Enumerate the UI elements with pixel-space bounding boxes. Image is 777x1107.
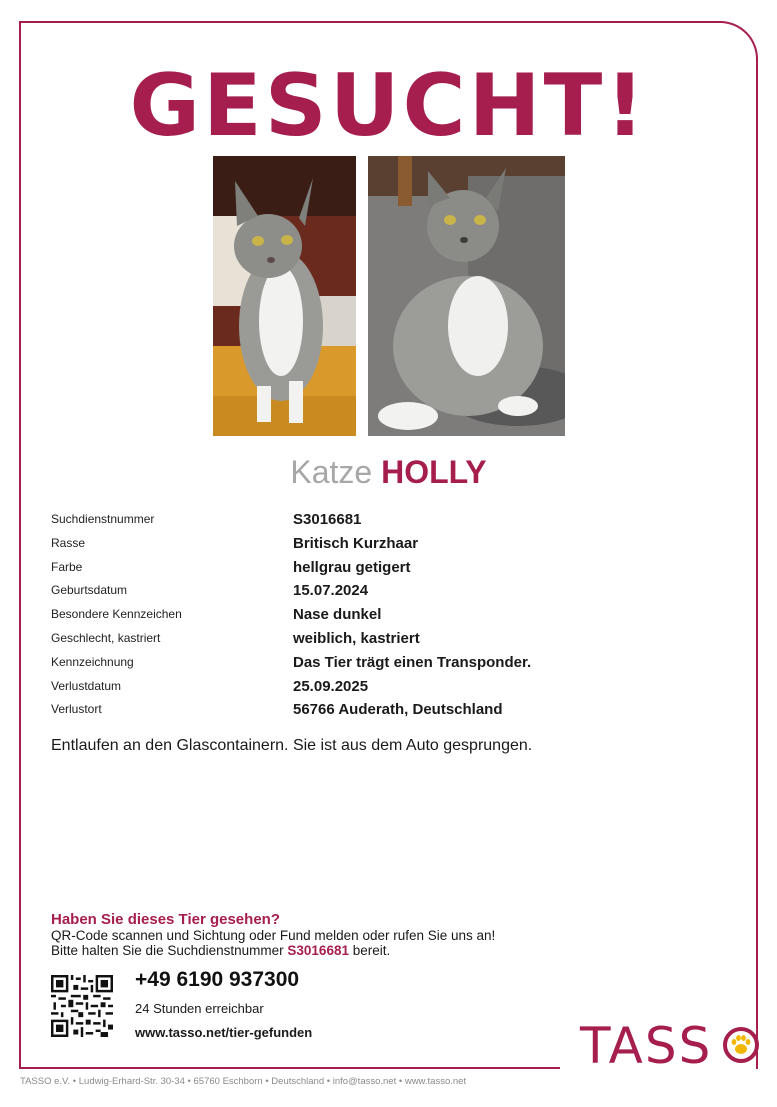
report-website-link[interactable]: www.tasso.net/tier-gefunden [135,1025,313,1040]
footer-address: TASSO e.V. • Ludwig-Erhard-Str. 30-34 • 65760 Eschborn • Deutschland • info@tasso.net • www.tasso.net [20,1076,467,1087]
poster-title: GESUCHT! [129,56,648,156]
info-row-geburtsdatum [51,579,731,603]
info-label: Besondere Kennzeichen [51,607,182,622]
info-label: Verlustort [51,702,102,717]
paw-icon [722,1026,760,1064]
info-value: weiblich, kastriert [293,629,420,647]
info-value: 15.07.2024 [293,582,369,600]
qr-code[interactable] [51,975,113,1037]
tasso-logo-text: TASS [580,1017,713,1075]
info-label: Verlustdatum [51,678,122,693]
info-value: S3016681 [293,511,362,528]
poster-frame-bottom [19,1067,560,1069]
info-value: Nase dunkel [293,606,382,624]
hotline-availability: 24 Stunden erreichbar [135,1001,264,1016]
loss-description: Entlaufen an den Glascontainern. Sie ist aus dem Auto gesprungen. [51,737,533,754]
info-value: 56766 Auderath, Deutschland [293,701,503,719]
info-value: Britisch Kurzhaar [293,534,419,552]
info-label: Rasse [51,535,86,550]
reference-suffix: bereit. [352,943,391,958]
info-label: Kennzeichnung [51,654,134,669]
info-value: 25.09.2025 [293,677,369,695]
reference-number: S3016681 [287,943,349,958]
seen-instructions: QR-Code scannen und Sichtung oder Fund melden oder rufen Sie uns an! [51,928,496,943]
info-row-rasse [51,532,731,556]
cat-photo-standing [213,156,356,436]
cat-photo-lying [368,156,565,436]
info-row-kennzeichnung [51,651,731,675]
info-table [51,508,731,722]
info-row-farbe [51,556,731,580]
seen-heading: Haben Sie dieses Tier gesehen? [51,911,280,928]
info-row-verlustdatum [51,675,731,699]
tasso-logo [580,1017,712,1077]
info-row-suchdienstnummer [51,508,731,532]
info-label: Geburtsdatum [51,583,128,598]
info-row-verlustort [51,698,731,722]
info-value: hellgrau getigert [293,558,411,576]
info-row-kennzeichen [51,603,731,627]
hotline-phone-number[interactable]: +49 6190 937300 [135,968,300,991]
reference-prefix: Bitte halten Sie die Suchdienstnummer [51,943,284,958]
info-label: Geschlecht, kastriert [51,630,161,645]
info-row-geschlecht [51,627,731,651]
pet-name: HOLLY [381,454,487,490]
info-value: Das Tier trägt einen Transponder. [293,653,532,671]
info-label: Farbe [51,559,83,574]
info-label: Suchdienstnummer [51,512,155,526]
animal-name [0,454,777,491]
seen-reference-note [51,943,390,958]
animal-species: Katze [290,454,373,490]
